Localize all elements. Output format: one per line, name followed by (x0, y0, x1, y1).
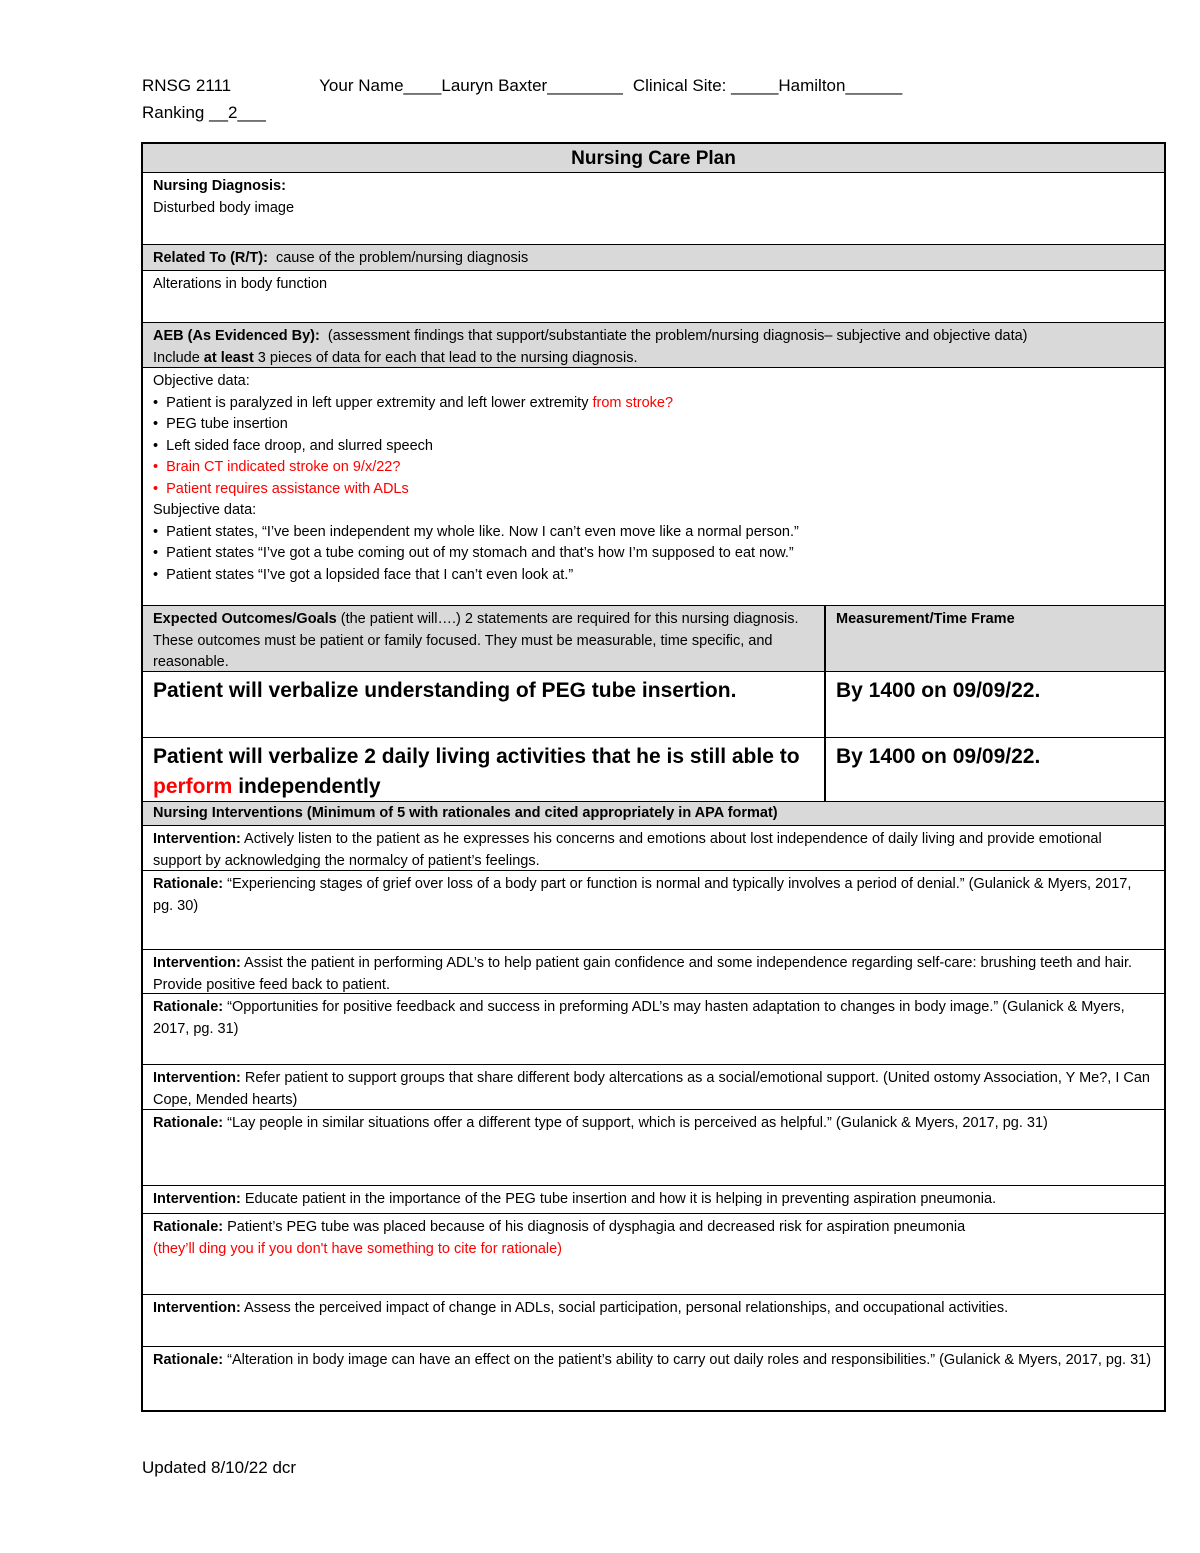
intervention-label: Intervention: (153, 1300, 241, 1316)
objective-item-5: Patient requires assistance with ADLs (166, 480, 409, 497)
intervention-5 (143, 1295, 1164, 1347)
list-item: • Patient states “I’ve got a lopsided face that I can’t even look at.” (153, 566, 574, 583)
objective-heading: Objective data: (153, 373, 250, 389)
intervention-4-text: Educate patient in the importance of the PEG tube insertion and how it is helping in preventing aspiration pneumonia. (240, 1191, 997, 1207)
care-plan-table (141, 142, 1166, 1412)
rationale-1-text: “Experiencing stages of grief over loss of a body part or function is normal and typically involves a period of denial.” (Gulanick & Myers, 2017, pg. 30) (153, 876, 1132, 914)
objective-item-1-note: from stroke? (592, 394, 674, 411)
list-item: • Patient states, “I’ve been independent my whole like. Now I can’t even move like a normal person.” (153, 523, 799, 540)
subjective-item-2: Patient states “I’ve got a tube coming out of my stomach and that’s how I’m supposed to eat now.” (166, 545, 794, 561)
subjective-heading: Subjective data: (153, 502, 257, 518)
objective-item-4: Brain CT indicated stroke on 9/x/22? (166, 459, 401, 475)
rationale-4-note: (they’ll ding you if you don't have something to cite for rationale) (153, 1240, 562, 1257)
diagnosis-row (143, 173, 1164, 245)
student-name: Your Name____Lauryn Baxter________ (319, 76, 623, 95)
goal-1: Patient will verbalize understanding of PEG tube insertion. (143, 672, 826, 737)
rationale-label: Rationale: (153, 1219, 224, 1235)
rationale-2-text: “Opportunities for positive feedback and success in preforming ADL’s may hasten adaptation to changes in body image.” (Gulanick & Myers, 2017, pg. 31) (153, 999, 1125, 1037)
rationale-label: Rationale: (153, 999, 224, 1015)
updated-footer: Updated 8/10/22 dcr (142, 1458, 297, 1477)
list-item: • Patient is paralyzed in left upper extremity and left lower extremity from stroke? (153, 394, 674, 411)
rationale-4 (143, 1214, 1164, 1295)
outcomes-hint: (the patient will….) 2 statements are required for this nursing diagnosis. These outcomes must be patient or family focused. They must be measurable, time specific, and reasonable. (153, 611, 799, 670)
objective-item-2: PEG tube insertion (166, 416, 288, 432)
course-code: RNSG 2111 (142, 76, 232, 95)
intervention-label: Intervention: (153, 831, 241, 847)
outcomes-label: Expected Outcomes/Goals (153, 611, 337, 627)
aeb-hint: (assessment findings that support/substantiate the problem/nursing diagnosis– subjective and objective data) (327, 328, 1028, 344)
list-item: • Brain CT indicated stroke on 9/x/22? (153, 459, 401, 475)
goal-2-text-a: Patient will verbalize 2 daily living activities that he is still able to (153, 745, 800, 768)
goal-2 (143, 738, 826, 801)
goal-row-2 (143, 738, 1164, 802)
intervention-1-text: Actively listen to the patient as he expresses his concerns and emotions about lost independence of daily living and provide emotional support by acknowledging the normalcy of patient’s feelings. (153, 831, 1102, 869)
rationale-3-text: “Lay people in similar situations offer a different type of support, which is perceived as helpful.” (Gulanick & Myers, 2017, pg. 31) (223, 1115, 1048, 1131)
aeb-label: AEB (As Evidenced By): (153, 328, 320, 344)
related-to-hint: cause of the problem/nursing diagnosis (275, 250, 529, 266)
care-plan-title: Nursing Care Plan (143, 144, 1164, 173)
aeb-hint-2b: at least (203, 349, 254, 366)
rationale-3 (143, 1110, 1164, 1186)
intervention-label: Intervention: (153, 955, 241, 971)
rationale-label: Rationale: (153, 1115, 224, 1131)
goal-2-text-red: perform (153, 775, 233, 798)
intervention-1 (143, 826, 1164, 871)
aeb-header (143, 323, 1164, 368)
objective-item-3: Left sided face droop, and slurred speech (166, 437, 433, 454)
intervention-3-text: Refer patient to support groups that share different body altercations as a social/emotional support. (United ostomy Association, Y Me?, I Can Cope, Mended hearts) (153, 1070, 1150, 1108)
intervention-label: Intervention: (153, 1070, 241, 1086)
time-frame-2: By 1400 on 09/09/22. (836, 745, 1041, 768)
rationale-1 (143, 871, 1164, 950)
subjective-item-3: Patient states “I’ve got a lopsided face that I can’t even look at.” (166, 566, 574, 583)
ranking: Ranking __2___ (142, 103, 266, 122)
rationale-label: Rationale: (153, 1352, 224, 1368)
time-frame-1: By 1400 on 09/09/22. (836, 679, 1041, 702)
intervention-2 (143, 950, 1164, 994)
goal-2-text-b: independently (232, 775, 381, 798)
aeb-data (143, 368, 1164, 606)
intervention-3 (143, 1065, 1164, 1110)
related-to-label: Related To (R/T): (153, 250, 268, 266)
rationale-4-text: Patient’s PEG tube was placed because of his diagnosis of dysphagia and decreased risk for aspiration pneumonia (223, 1219, 966, 1235)
goal-row-1 (143, 672, 1164, 738)
diagnosis-value: Disturbed body image (153, 199, 295, 216)
aeb-hint-2a: Include (153, 349, 204, 366)
list-item: • Patient states “I’ve got a tube coming out of my stomach and that’s how I’m supposed to eat now.” (153, 545, 794, 561)
aeb-hint-2c: 3 pieces of data for each that lead to the nursing diagnosis. (253, 349, 638, 366)
outcomes-header-cell (143, 606, 826, 671)
clinical-site: Clinical Site: _____Hamilton______ (632, 76, 903, 95)
subjective-item-1: Patient states, “I’ve been independent my whole like. Now I can’t even move like a normal person.” (166, 523, 799, 540)
list-item: • Patient requires assistance with ADLs (153, 480, 409, 497)
diagnosis-label: Nursing Diagnosis: (153, 178, 286, 194)
measurement-label: Measurement/Time Frame (836, 611, 1015, 627)
rationale-2 (143, 994, 1164, 1065)
header-line-1 (142, 76, 902, 96)
rationale-5 (143, 1347, 1164, 1410)
related-to-value: Alterations in body function (143, 271, 1164, 323)
rationale-5-text: “Alteration in body image can have an effect on the patient’s ability to carry out daily roles and responsibilities.” (Gulanick & Myers, 2017, pg. 31) (223, 1352, 1152, 1368)
intervention-5-text: Assess the perceived impact of change in ADLs, social participation, personal relationships, and occupational activities. (240, 1300, 1009, 1316)
list-item: • PEG tube insertion (153, 416, 288, 432)
rationale-label: Rationale: (153, 876, 224, 892)
objective-item-1: Patient is paralyzed in left upper extremity and left lower extremity (166, 394, 593, 411)
list-item: • Left sided face droop, and slurred speech (153, 437, 433, 454)
intervention-2-text: Assist the patient in performing ADL’s to help patient gain confidence and some independence regarding self-care: brushing teeth and hair. Provide positive feed back to patient. (153, 955, 1133, 993)
intervention-label: Intervention: (153, 1191, 241, 1207)
intervention-4 (143, 1186, 1164, 1214)
related-to-header (143, 245, 1164, 271)
interventions-heading: Nursing Interventions (Minimum of 5 with rationales and cited appropriately in APA format) (143, 802, 1164, 826)
outcomes-header (143, 606, 1164, 672)
